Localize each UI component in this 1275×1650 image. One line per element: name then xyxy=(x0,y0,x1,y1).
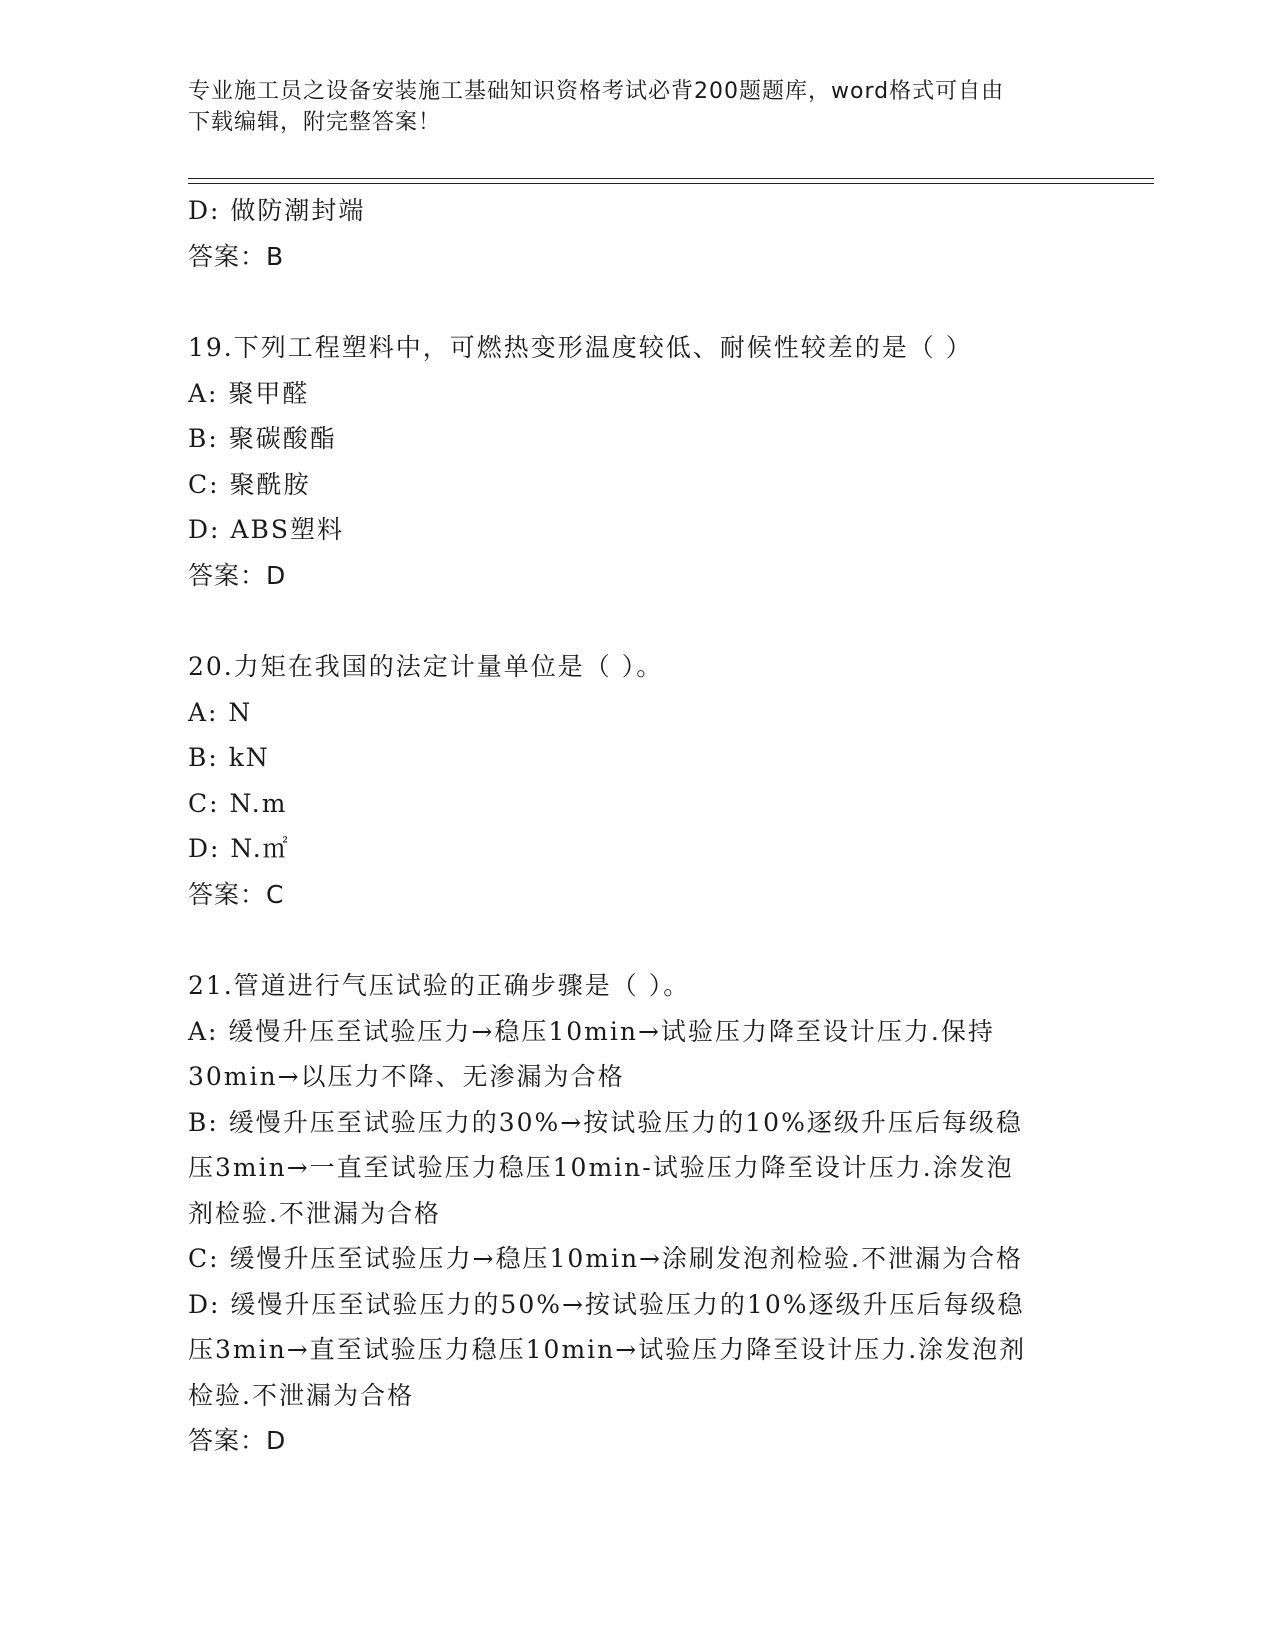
header-rule-top xyxy=(188,178,1154,179)
q21-option-d-line-1: D: 缓慢升压至试验压力的50%→按试验压力的10%逐级升压后每级稳 xyxy=(188,1289,1025,1319)
q21-option-b-line-1: B: 缓慢升压至试验压力的30%→按试验压力的10%逐级升压后每级稳 xyxy=(188,1107,1023,1137)
question-content xyxy=(188,188,1088,1464)
q20-stem: 20.力矩在我国的法定计量单位是（ ）。 xyxy=(188,652,664,681)
q19-answer: 答案：D xyxy=(188,560,287,590)
q19-option-d: D: ABS塑料 xyxy=(188,515,344,544)
q21-option-a-line-2: 30min→以压力不降、无渗漏为合格 xyxy=(188,1062,625,1091)
q21-option-c: C: 缓慢升压至试验压力→稳压10min→涂刷发泡剂检验.不泄漏为合格 xyxy=(188,1244,1023,1273)
prev-option-d: D: 做防潮封端 xyxy=(188,196,366,225)
q21-option-a-line-1: A: 缓慢升压至试验压力→稳压10min→试验压力降至设计压力.保持 xyxy=(188,1016,995,1046)
prev-answer: 答案：B xyxy=(188,241,285,271)
q20-option-a: A: N xyxy=(188,697,253,727)
document-header xyxy=(188,76,1088,138)
q20-option-d: D: N.㎡ xyxy=(188,834,290,863)
header-line-2: 下载编辑，附完整答案！ xyxy=(188,110,442,135)
header-rule-bottom xyxy=(188,183,1154,184)
q21-option-b-line-2: 压3min→一直至试验压力稳压10min-试验压力降至设计压力.涂发泡 xyxy=(188,1153,1014,1182)
q19-option-c: C: 聚酰胺 xyxy=(188,469,311,499)
q21-answer: 答案：D xyxy=(188,1426,287,1455)
q20-option-b: B: kN xyxy=(188,743,270,772)
q21-option-d-line-3: 检验.不泄漏为合格 xyxy=(188,1380,414,1410)
q19-option-a: A: 聚甲醛 xyxy=(188,378,310,408)
q21-option-d-line-2: 压3min→直至试验压力稳压10min→试验压力降至设计压力.涂发泡剂 xyxy=(188,1335,1027,1364)
q19-stem: 19.下列工程塑料中，可燃热变形温度较低、耐候性较差的是（ ） xyxy=(188,333,973,362)
q20-answer: 答案：C xyxy=(188,879,285,909)
q21-option-b-line-3: 剂检验.不泄漏为合格 xyxy=(188,1198,441,1228)
q20-option-c: C: N.m xyxy=(188,788,288,818)
q19-option-b: B: 聚碳酸酯 xyxy=(188,424,337,453)
header-line-1: 专业施工员之设备安装施工基础知识资格考试必背200题题库，word格式可自由 xyxy=(188,79,1005,104)
q21-stem: 21.管道进行气压试验的正确步骤是（ ）。 xyxy=(188,971,691,1000)
